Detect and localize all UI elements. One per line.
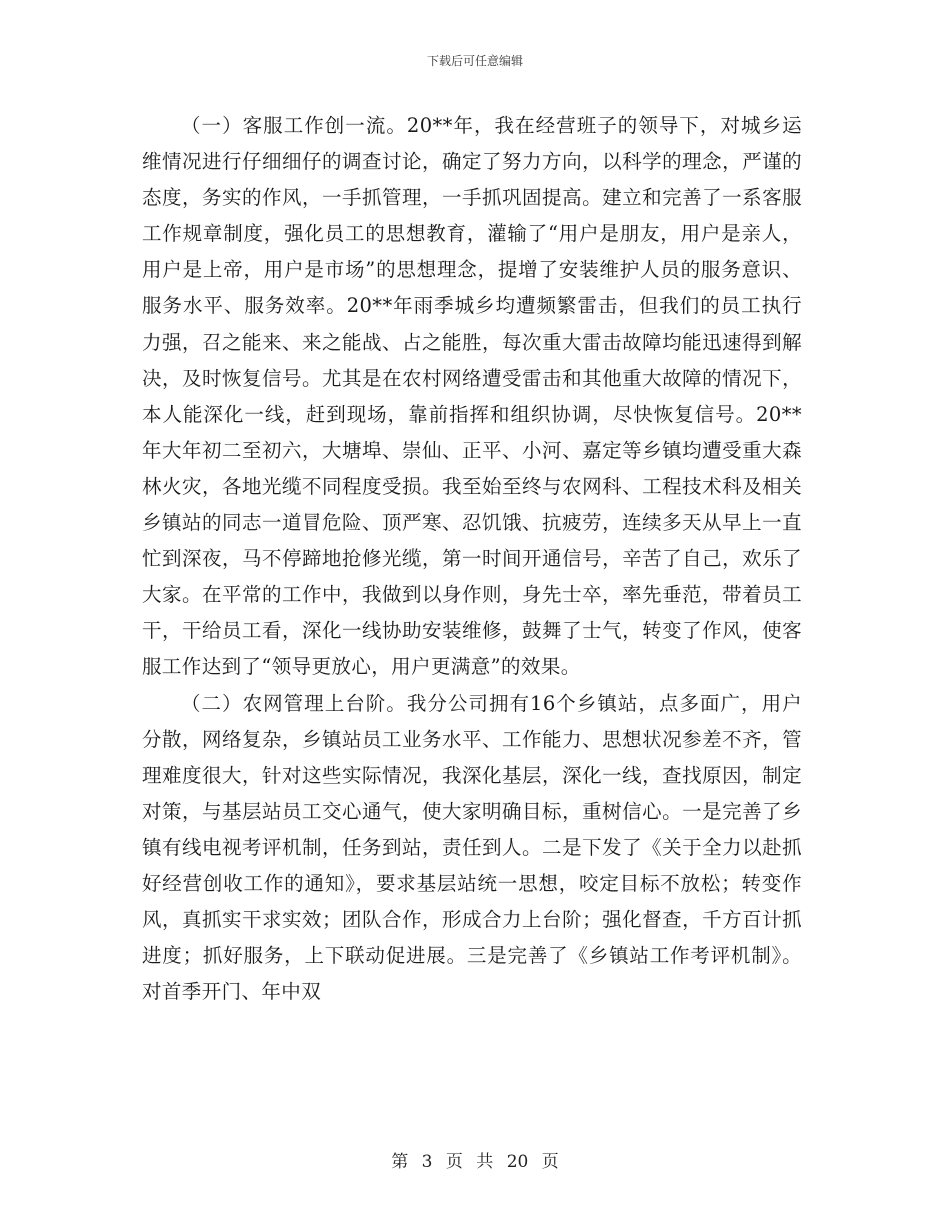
paragraph-customer-service: （一）客服工作创一流。20**年，我在经营班子的领导下，对城乡运维情况进行仔细细仔的调查讨论，确定了努力方向，以科学的理念，严谨的态度，务实的作风，一手抓管理，一手抓巩固提高。建立和完善了一系客服工作规章制度，强化员工的思想教育，灌输了“用户是朋友，用户是亲人，用户是上帝，用户是市场”的思想理念，提增了安装维护人员的服务意识、服务水平、服务效率。20**年雨季城乡均遭频繁雷击，但我们的员工执行力强，召之能来、来之能战、占之能胜，每次重大雷击故障均能迅速得到解决，及时恢复信号。尤其是在农村网络遭受雷击和其他重大故障的情况下，本人能深化一线，赶到现场，靠前指挥和组织协调，尽快恢复信号。20**年大年初二至初六，大塘埠、崇仙、正平、小河、嘉定等乡镇均遭受重大森林火灾，各地光缆不同程度受损。我至始至终与农网科、工程技术科及相关乡镇站的同志一道冒危险、顶严寒、忍饥饿、抗疲劳，连续多天从早上一直忙到深夜，马不停蹄地抢修光缆，第一时间开通信号，辛苦了自己，欢乐了大家。在平常的工作中，我做到以身作则，身先士卒，率先垂范，带着员工干，干给员工看，深化一线协助安装维修，鼓舞了士气，转变了作风，使客服工作达到了“领导更放心，用户更满意”的效果。 [142, 114, 802, 679]
paragraph-rural-network: （二）农网管理上台阶。我分公司拥有16个乡镇站，点多面广，用户分散，网络复杂，乡镇站员工业务水平、工作能力、思想状况参差不齐，管理难度很大，针对这些实际情况，我深化基层，深化一线，查找原因，制定对策，与基层站员工交心通气，使大家明确目标，重树信心。一是完善了乡镇有线电视考评机制，任务到站，责任到人。二是下发了《关于全力以赴抓好经营创收工作的通知》，要求基层站统一思想，咬定目标不放松；转变作风，真抓实干求实效；团队合作，形成合力上台阶；强化督查，千方百计抓进度；抓好服务，上下联动促进展。三是完善了《乡镇站工作考评机制》。对首季开门、年中双 [142, 691, 802, 1004]
page-header: 下载后可任意编辑 [426, 54, 523, 68]
document-body [142, 108, 802, 1010]
page-footer: 第 3 页 共 20 页 [391, 1152, 559, 1172]
